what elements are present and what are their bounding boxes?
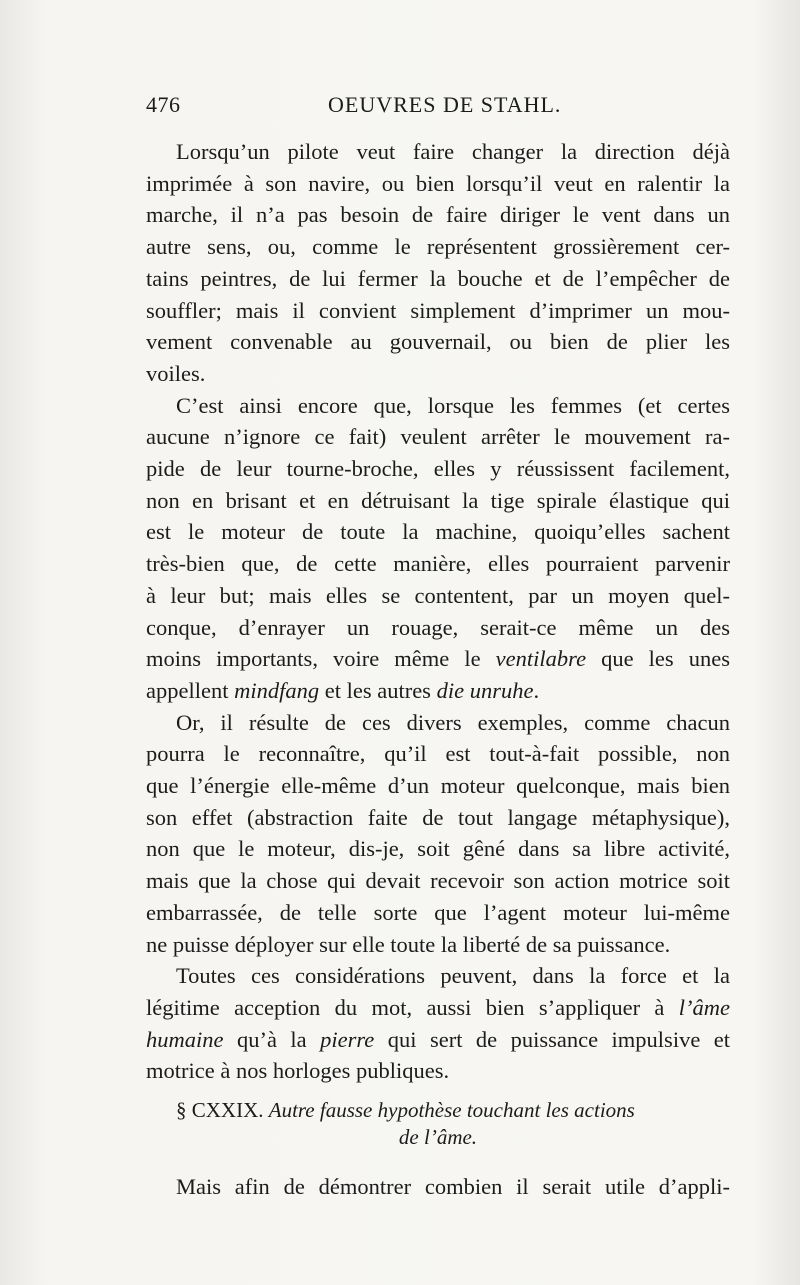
text-line: est le moteur de toute la machine, quoiqu’elles sachent [146,519,730,545]
text-line: souffler; mais il convient simplement d’imprimer un mou- [146,297,730,323]
text-line: à leur but; mais elles se contentent, par un moyen quel- [146,582,730,608]
text-line: Or, il résulte de ces divers exemples, comme chacun [176,709,730,735]
text-run: appellent [146,677,235,703]
text-line: voiles. [146,360,206,386]
text-run: que les unes [586,646,730,672]
section-heading-line [146,1097,730,1124]
text-line: ne puisse déployer sur elle toute la liberté de sa puissance. [146,931,671,957]
section-title: Autre fausse hypothèse touchant les actions [268,1098,635,1123]
text-line: pourra le reconnaître, qu’il est tout-à-fait possible, non [146,741,730,767]
section-title-continued: de l’âme. [398,1125,478,1150]
body-text [146,136,730,1203]
text-line [146,675,730,707]
section-heading-line [146,1124,730,1151]
text-line: imprimée à son navire, ou bien lorsqu’il veut en ralentir la [146,170,730,196]
text-line: non que le moteur, dis-je, soit gêné dans sa libre activité, [146,836,730,862]
text-run: qu’à la [223,1026,321,1052]
text-run: légitime acception du mot, aussi bien s’appliquer à [146,994,679,1020]
text-line: pide de leur tourne-broche, elles y réussissent facilement, [146,456,730,482]
paragraph-pilot [146,136,730,390]
text-line: que l’énergie elle-même d’un moteur quelconque, mais bien [146,773,730,799]
text-line: Mais afin de démontrer combien il serait utile d’appli- [176,1174,730,1200]
italic-term: ventilabre [495,646,587,672]
italic-term: humaine [146,1026,224,1052]
text-line: non en brisant et en détruisant la tige spirale élastique qui [146,487,730,513]
paragraph-conclusion [146,707,730,961]
paragraph-closing [146,1171,730,1203]
text-line: embarrassée, de telle sorte que l’agent moteur lui-même [146,899,730,925]
running-head: OEUVRES DE STAHL. [328,92,562,117]
text-line: aucune n’ignore ce fait) veulent arrêter le mouvement ra- [146,424,730,450]
text-line: son effet (abstraction faite de tout langage métaphysique), [146,804,730,830]
page-number: 476 [146,92,181,117]
text-line: tains peintres, de lui fermer la bouche et de l’empêcher de [146,265,730,291]
text-line: C’est ainsi encore que, lorsque les femmes (et certes [176,392,730,418]
text-run: qui sert de puissance impulsive et [374,1026,731,1052]
italic-term: die unruhe [436,677,534,703]
text-line: Toutes ces considérations peuvent, dans la force et la [176,963,730,989]
text-line: motrice à nos horloges publiques. [146,1058,450,1084]
text-line [146,992,730,1024]
text-line: vement convenable au gouvernail, ou bien de plier les [146,329,730,355]
text-line: mais que la chose qui devait recevoir son action motrice soit [146,868,730,894]
italic-term: l’âme [678,994,730,1020]
text-line [146,643,730,675]
text-line: autre sens, ou, comme le représentent grossièrement cer- [146,234,730,260]
text-line: conque, d’enrayer un rouage, serait-ce même un des [146,614,730,640]
text-line [146,1024,730,1056]
text-line: très-bien que, de cette manière, elles pourraient parvenir [146,551,730,577]
paragraph-ame-humaine [146,960,730,1087]
text-run: . [533,677,540,703]
page-header [146,92,730,124]
text-line: marche, il n’a pas besoin de faire diriger le vent dans un [146,202,730,228]
text-run: moins importants, voire même le [146,646,496,672]
section-heading [146,1097,730,1151]
paragraph-tourne-broche [146,390,730,707]
italic-term: mindfang [234,677,320,703]
text-line: Lorsqu’un pilote veut faire changer la direction déjà [176,139,730,164]
italic-term: pierre [320,1026,375,1052]
text-run: et les autres [319,677,437,703]
section-number: § CXXIX. [176,1098,264,1123]
